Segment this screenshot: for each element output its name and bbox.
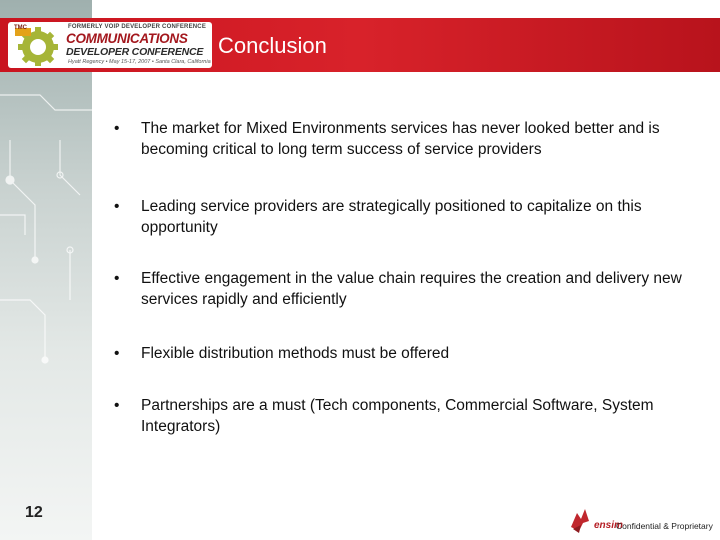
company-logo-icon [567, 505, 597, 535]
emblem-label: TMC [14, 25, 27, 31]
bullet-marker: • [114, 120, 120, 137]
page-number: 12 [25, 504, 43, 521]
circuit-decoration-icon [0, 0, 92, 540]
bullet-marker: • [114, 270, 120, 287]
bullet-text: Partnerships are a must (Tech components, Commercial Software, System Integrators) [141, 397, 654, 435]
logo-title-line2: DEVELOPER CONFERENCE [66, 46, 204, 58]
logo-tagline: FORMERLY VOIP DEVELOPER CONFERENCE [68, 24, 207, 30]
bullet-text: The market for Mixed Environments services has never looked better and is becoming critical to long term success of service providers [141, 120, 660, 158]
bullet-marker: • [114, 198, 120, 215]
logo-dates: Hyatt Regency • May 15-17, 2007 • Santa Clara, California [68, 59, 211, 65]
left-decorative-band [0, 0, 92, 540]
bullet-marker: • [114, 397, 120, 414]
confidential-footer: Confidential & Proprietary [616, 521, 713, 531]
gear-emblem-icon [12, 26, 64, 66]
bullet-text: Leading service providers are strategically positioned to capitalize on this opportunity [141, 198, 642, 236]
conference-logo [8, 22, 212, 68]
bullet-text: Flexible distribution methods must be offered [141, 345, 450, 362]
slide-title: Conclusion [218, 33, 327, 58]
bullet-text: Effective engagement in the value chain requires the creation and delivery new services rapidly and efficiently [141, 270, 682, 308]
logo-title-line1: COMMUNICATIONS [66, 31, 188, 46]
company-brand: ensim [594, 520, 623, 531]
bullet-marker: • [114, 345, 120, 362]
